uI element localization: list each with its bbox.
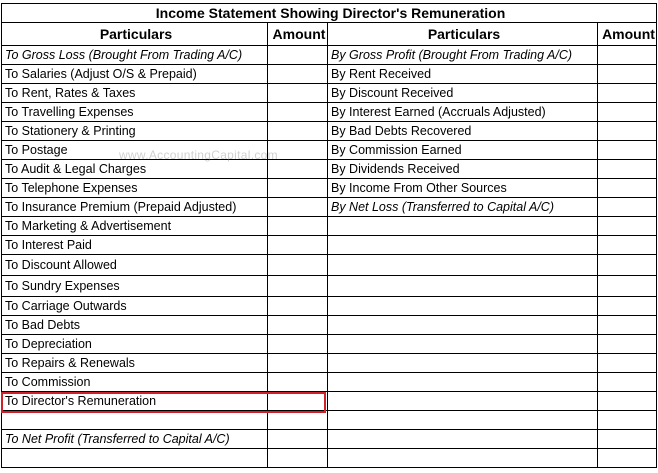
table-row xyxy=(2,46,657,65)
amount-right-header: Amount xyxy=(598,23,657,46)
income-statement-table xyxy=(1,3,657,468)
debit-amount-cell[interactable] xyxy=(268,84,328,103)
debit-amount-cell[interactable] xyxy=(268,411,328,430)
watermark-text: www.AccountingCapital.com xyxy=(119,148,278,162)
debit-particular-cell[interactable]: To Rent, Rates & Taxes xyxy=(2,84,268,103)
debit-amount-cell[interactable] xyxy=(268,236,328,255)
debit-amount-cell[interactable] xyxy=(268,373,328,392)
credit-amount-cell[interactable] xyxy=(598,198,657,217)
credit-particular-cell[interactable] xyxy=(328,276,598,297)
table-row xyxy=(2,411,657,430)
debit-amount-cell[interactable] xyxy=(268,392,328,411)
table-row xyxy=(2,316,657,335)
particulars-right-header: Particulars xyxy=(328,23,598,46)
income-statement-sheet xyxy=(1,3,656,468)
particulars-left-header: Particulars xyxy=(2,23,268,46)
table-row xyxy=(2,276,657,297)
debit-particular-cell[interactable]: To Repairs & Renewals xyxy=(2,354,268,373)
credit-amount-cell[interactable] xyxy=(598,335,657,354)
credit-amount-cell[interactable] xyxy=(598,103,657,122)
debit-amount-cell[interactable] xyxy=(268,65,328,84)
debit-particular-cell[interactable]: To Discount Allowed xyxy=(2,255,268,276)
table-row xyxy=(2,236,657,255)
credit-particular-cell[interactable]: By Net Loss (Transferred to Capital A/C) xyxy=(328,198,598,217)
credit-amount-cell[interactable] xyxy=(598,179,657,198)
debit-amount-cell[interactable] xyxy=(268,449,328,468)
debit-particular-cell[interactable]: To Insurance Premium (Prepaid Adjusted) xyxy=(2,198,268,217)
table-row xyxy=(2,373,657,392)
debit-particular-cell[interactable]: To Bad Debts xyxy=(2,316,268,335)
debit-particular-cell[interactable]: To Postage xyxy=(2,141,268,160)
debit-amount-cell[interactable] xyxy=(268,297,328,316)
credit-amount-cell[interactable] xyxy=(598,373,657,392)
debit-particular-cell[interactable]: To Gross Loss (Brought From Trading A/C) xyxy=(2,46,268,65)
credit-particular-cell[interactable]: By Discount Received xyxy=(328,84,598,103)
amount-left-header: Amount xyxy=(268,23,328,46)
debit-particular-cell[interactable]: To Interest Paid xyxy=(2,236,268,255)
credit-amount-cell[interactable] xyxy=(598,236,657,255)
credit-amount-cell[interactable] xyxy=(598,160,657,179)
credit-amount-cell[interactable] xyxy=(598,354,657,373)
credit-particular-cell[interactable]: By Interest Earned (Accruals Adjusted) xyxy=(328,103,598,122)
debit-particular-cell[interactable]: To Travelling Expenses xyxy=(2,103,268,122)
credit-particular-cell[interactable] xyxy=(328,373,598,392)
table-row xyxy=(2,392,657,411)
credit-amount-cell[interactable] xyxy=(598,84,657,103)
statement-title: Income Statement Showing Director's Remuneration xyxy=(2,4,657,23)
table-row xyxy=(2,217,657,236)
debit-particular-cell[interactable] xyxy=(2,449,268,468)
debit-amount-cell[interactable] xyxy=(268,217,328,236)
debit-amount-cell[interactable] xyxy=(268,141,328,160)
credit-particular-cell[interactable] xyxy=(328,430,598,449)
credit-particular-cell[interactable]: By Income From Other Sources xyxy=(328,179,598,198)
credit-particular-cell[interactable] xyxy=(328,316,598,335)
table-row xyxy=(2,335,657,354)
credit-amount-cell[interactable] xyxy=(598,141,657,160)
debit-particular-cell[interactable]: To Sundry Expenses xyxy=(2,276,268,297)
credit-amount-cell[interactable] xyxy=(598,392,657,411)
table-row xyxy=(2,449,657,468)
credit-particular-cell[interactable]: By Bad Debts Recovered xyxy=(328,122,598,141)
header-row xyxy=(2,23,657,46)
credit-particular-cell[interactable]: By Gross Profit (Brought From Trading A/C) xyxy=(328,46,598,65)
credit-amount-cell[interactable] xyxy=(598,411,657,430)
debit-particular-cell[interactable]: To Telephone Expenses xyxy=(2,179,268,198)
debit-particular-cell[interactable]: To Director's Remuneration xyxy=(2,392,268,411)
table-row xyxy=(2,297,657,316)
credit-particular-cell[interactable] xyxy=(328,217,598,236)
credit-amount-cell[interactable] xyxy=(598,122,657,141)
credit-particular-cell[interactable]: By Dividends Received xyxy=(328,160,598,179)
debit-particular-cell[interactable] xyxy=(2,411,268,430)
credit-amount-cell[interactable] xyxy=(598,449,657,468)
debit-amount-cell[interactable] xyxy=(268,276,328,297)
table-row xyxy=(2,430,657,449)
credit-particular-cell[interactable] xyxy=(328,236,598,255)
credit-particular-cell[interactable] xyxy=(328,255,598,276)
debit-amount-cell[interactable] xyxy=(268,316,328,335)
debit-particular-cell[interactable]: To Marketing & Advertisement xyxy=(2,217,268,236)
credit-amount-cell[interactable] xyxy=(598,217,657,236)
debit-amount-cell[interactable] xyxy=(268,160,328,179)
credit-amount-cell[interactable] xyxy=(598,46,657,65)
debit-particular-cell[interactable]: To Commission xyxy=(2,373,268,392)
debit-particular-cell[interactable]: To Stationery & Printing xyxy=(2,122,268,141)
table-row xyxy=(2,198,657,217)
table-row xyxy=(2,255,657,276)
debit-amount-cell[interactable] xyxy=(268,335,328,354)
credit-amount-cell[interactable] xyxy=(598,297,657,316)
debit-amount-cell[interactable] xyxy=(268,255,328,276)
debit-amount-cell[interactable] xyxy=(268,46,328,65)
debit-amount-cell[interactable] xyxy=(268,198,328,217)
credit-amount-cell[interactable] xyxy=(598,276,657,297)
credit-particular-cell[interactable] xyxy=(328,297,598,316)
credit-amount-cell[interactable] xyxy=(598,316,657,335)
debit-particular-cell[interactable]: To Audit & Legal Charges xyxy=(2,160,268,179)
debit-particular-cell[interactable]: To Carriage Outwards xyxy=(2,297,268,316)
credit-particular-cell[interactable] xyxy=(328,354,598,373)
table-row xyxy=(2,122,657,141)
debit-particular-cell[interactable]: To Depreciation xyxy=(2,335,268,354)
debit-amount-cell[interactable] xyxy=(268,103,328,122)
debit-particular-cell[interactable]: To Salaries (Adjust O/S & Prepaid) xyxy=(2,65,268,84)
table-row xyxy=(2,65,657,84)
debit-particular-cell[interactable]: To Net Profit (Transferred to Capital A/C) xyxy=(2,430,268,449)
debit-amount-cell[interactable] xyxy=(268,179,328,198)
debit-amount-cell[interactable] xyxy=(268,354,328,373)
table-row xyxy=(2,141,657,160)
credit-amount-cell[interactable] xyxy=(598,255,657,276)
table-row xyxy=(2,84,657,103)
table-row xyxy=(2,179,657,198)
debit-amount-cell[interactable] xyxy=(268,430,328,449)
debit-amount-cell[interactable] xyxy=(268,122,328,141)
table-row xyxy=(2,103,657,122)
credit-particular-cell[interactable] xyxy=(328,411,598,430)
credit-particular-cell[interactable] xyxy=(328,335,598,354)
credit-particular-cell[interactable] xyxy=(328,449,598,468)
credit-amount-cell[interactable] xyxy=(598,430,657,449)
table-row xyxy=(2,354,657,373)
credit-particular-cell[interactable] xyxy=(328,392,598,411)
table-row xyxy=(2,160,657,179)
credit-particular-cell[interactable]: By Commission Earned xyxy=(328,141,598,160)
title-row xyxy=(2,4,657,23)
credit-amount-cell[interactable] xyxy=(598,65,657,84)
credit-particular-cell[interactable]: By Rent Received xyxy=(328,65,598,84)
